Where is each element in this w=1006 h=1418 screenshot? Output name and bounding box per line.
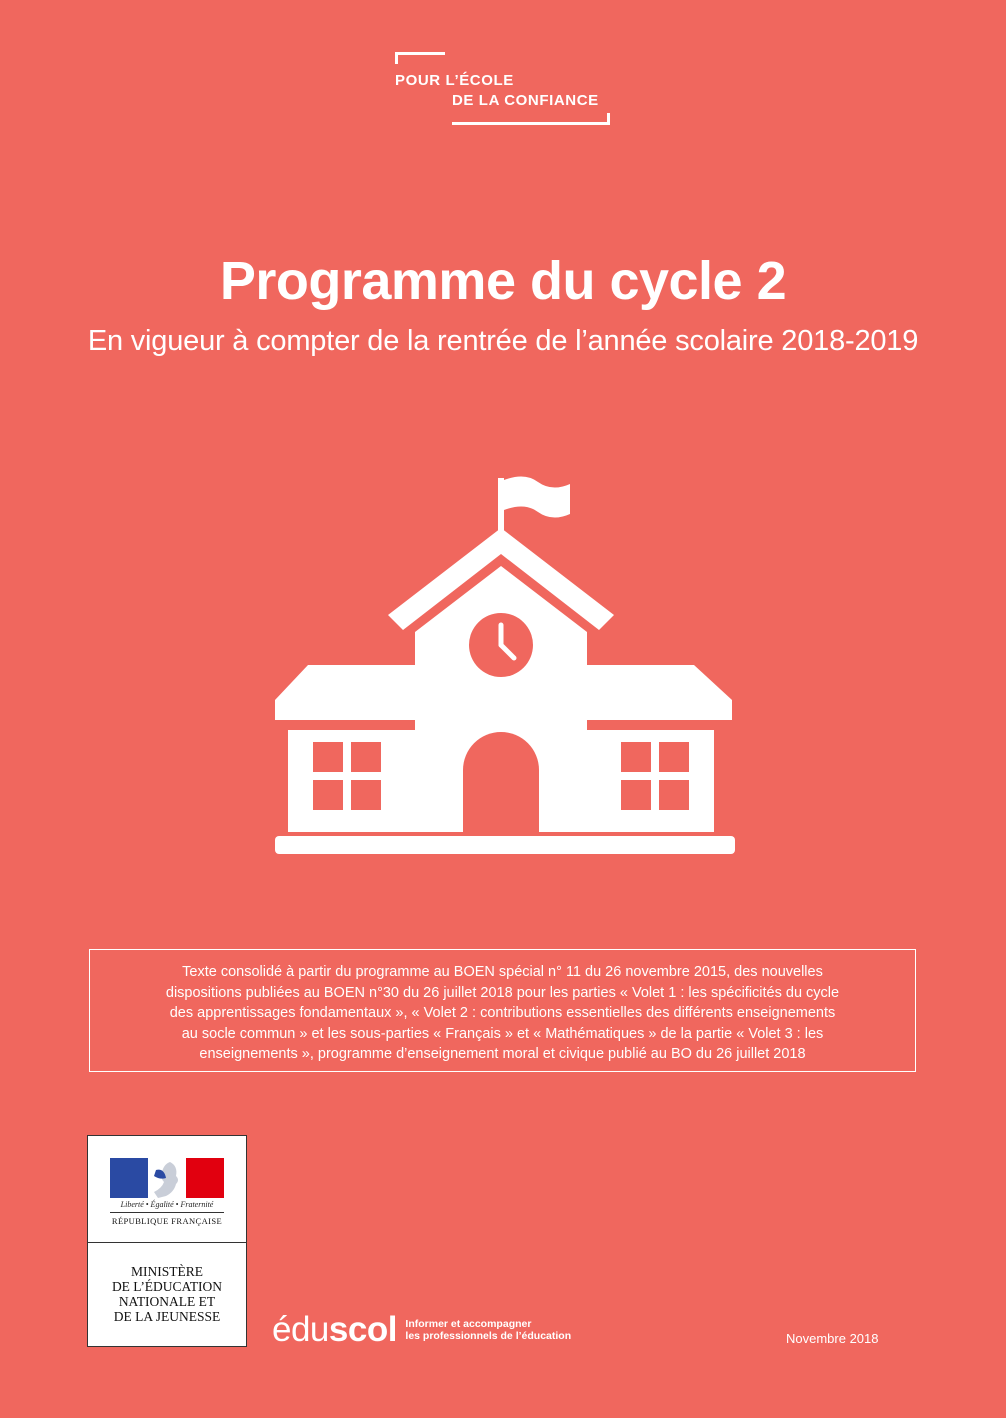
notice-line: enseignements », programme d’enseignement moral et civique publié au BO du 26 juillet 2018 xyxy=(199,1046,806,1062)
bracket-bottom-vertical xyxy=(607,113,610,125)
tagline-line-1: Informer et accompagner xyxy=(405,1318,532,1330)
school-building-icon xyxy=(270,470,740,860)
notice-line: Texte consolidé à partir du programme au BOEN spécial n° 11 du 26 novembre 2015, des nouvelles xyxy=(182,964,823,980)
ministry-line: DE L’ÉDUCATION xyxy=(111,1279,223,1294)
republic-name: RÉPUBLIQUE FRANÇAISE xyxy=(111,1216,223,1226)
marianne-flag xyxy=(110,1158,224,1198)
consolidation-notice xyxy=(89,949,916,1072)
eduscol-wordmark xyxy=(272,1310,397,1350)
eduscol-logo xyxy=(272,1310,572,1349)
ministry-line: DE LA JEUNESSE xyxy=(113,1309,221,1324)
government-logo xyxy=(87,1135,247,1347)
confiance-line-1: POUR L’ÉCOLE xyxy=(395,72,514,89)
eduscol-light: édu xyxy=(272,1310,329,1349)
page-title: Programme du cycle 2 xyxy=(219,251,787,311)
ministry-line: NATIONALE ET xyxy=(118,1294,216,1309)
confiance-line-2: DE LA CONFIANCE xyxy=(452,92,599,109)
bracket-top-vertical xyxy=(395,52,398,64)
ecole-confiance-logo xyxy=(395,52,615,128)
bracket-top xyxy=(395,52,445,55)
eduscol-tagline xyxy=(405,1318,571,1342)
notice-line: au socle commun » et les sous-parties « Français » et « Mathématiques » de la partie « Volet 3 : les xyxy=(181,1025,824,1042)
eduscol-bold: scol xyxy=(328,1310,397,1349)
logo-separator xyxy=(88,1242,246,1243)
notice-line: dispositions publiées au BOEN n°30 du 26 juillet 2018 pour les parties « Volet 1 : les spécificités du cycle xyxy=(165,984,840,1001)
page-subtitle: En vigueur à compter de la rentrée de l’année scolaire 2018-2019 xyxy=(87,325,919,357)
republic-motto: Liberté • Égalité • Fraternité xyxy=(120,1200,214,1209)
tagline-line-2: les professionnels de l’éducation xyxy=(405,1330,572,1342)
ministry-line: MINISTÈRE xyxy=(131,1264,203,1279)
bracket-bottom xyxy=(452,122,610,125)
publication-date: Novembre 2018 xyxy=(786,1331,879,1346)
marianne-icon xyxy=(148,1158,186,1198)
ministry-name xyxy=(88,1264,246,1324)
notice-line: des apprentissages fondamentaux », « Volet 2 : contributions essentielles des différents enseignements xyxy=(169,1005,836,1021)
motto-divider xyxy=(110,1212,224,1213)
